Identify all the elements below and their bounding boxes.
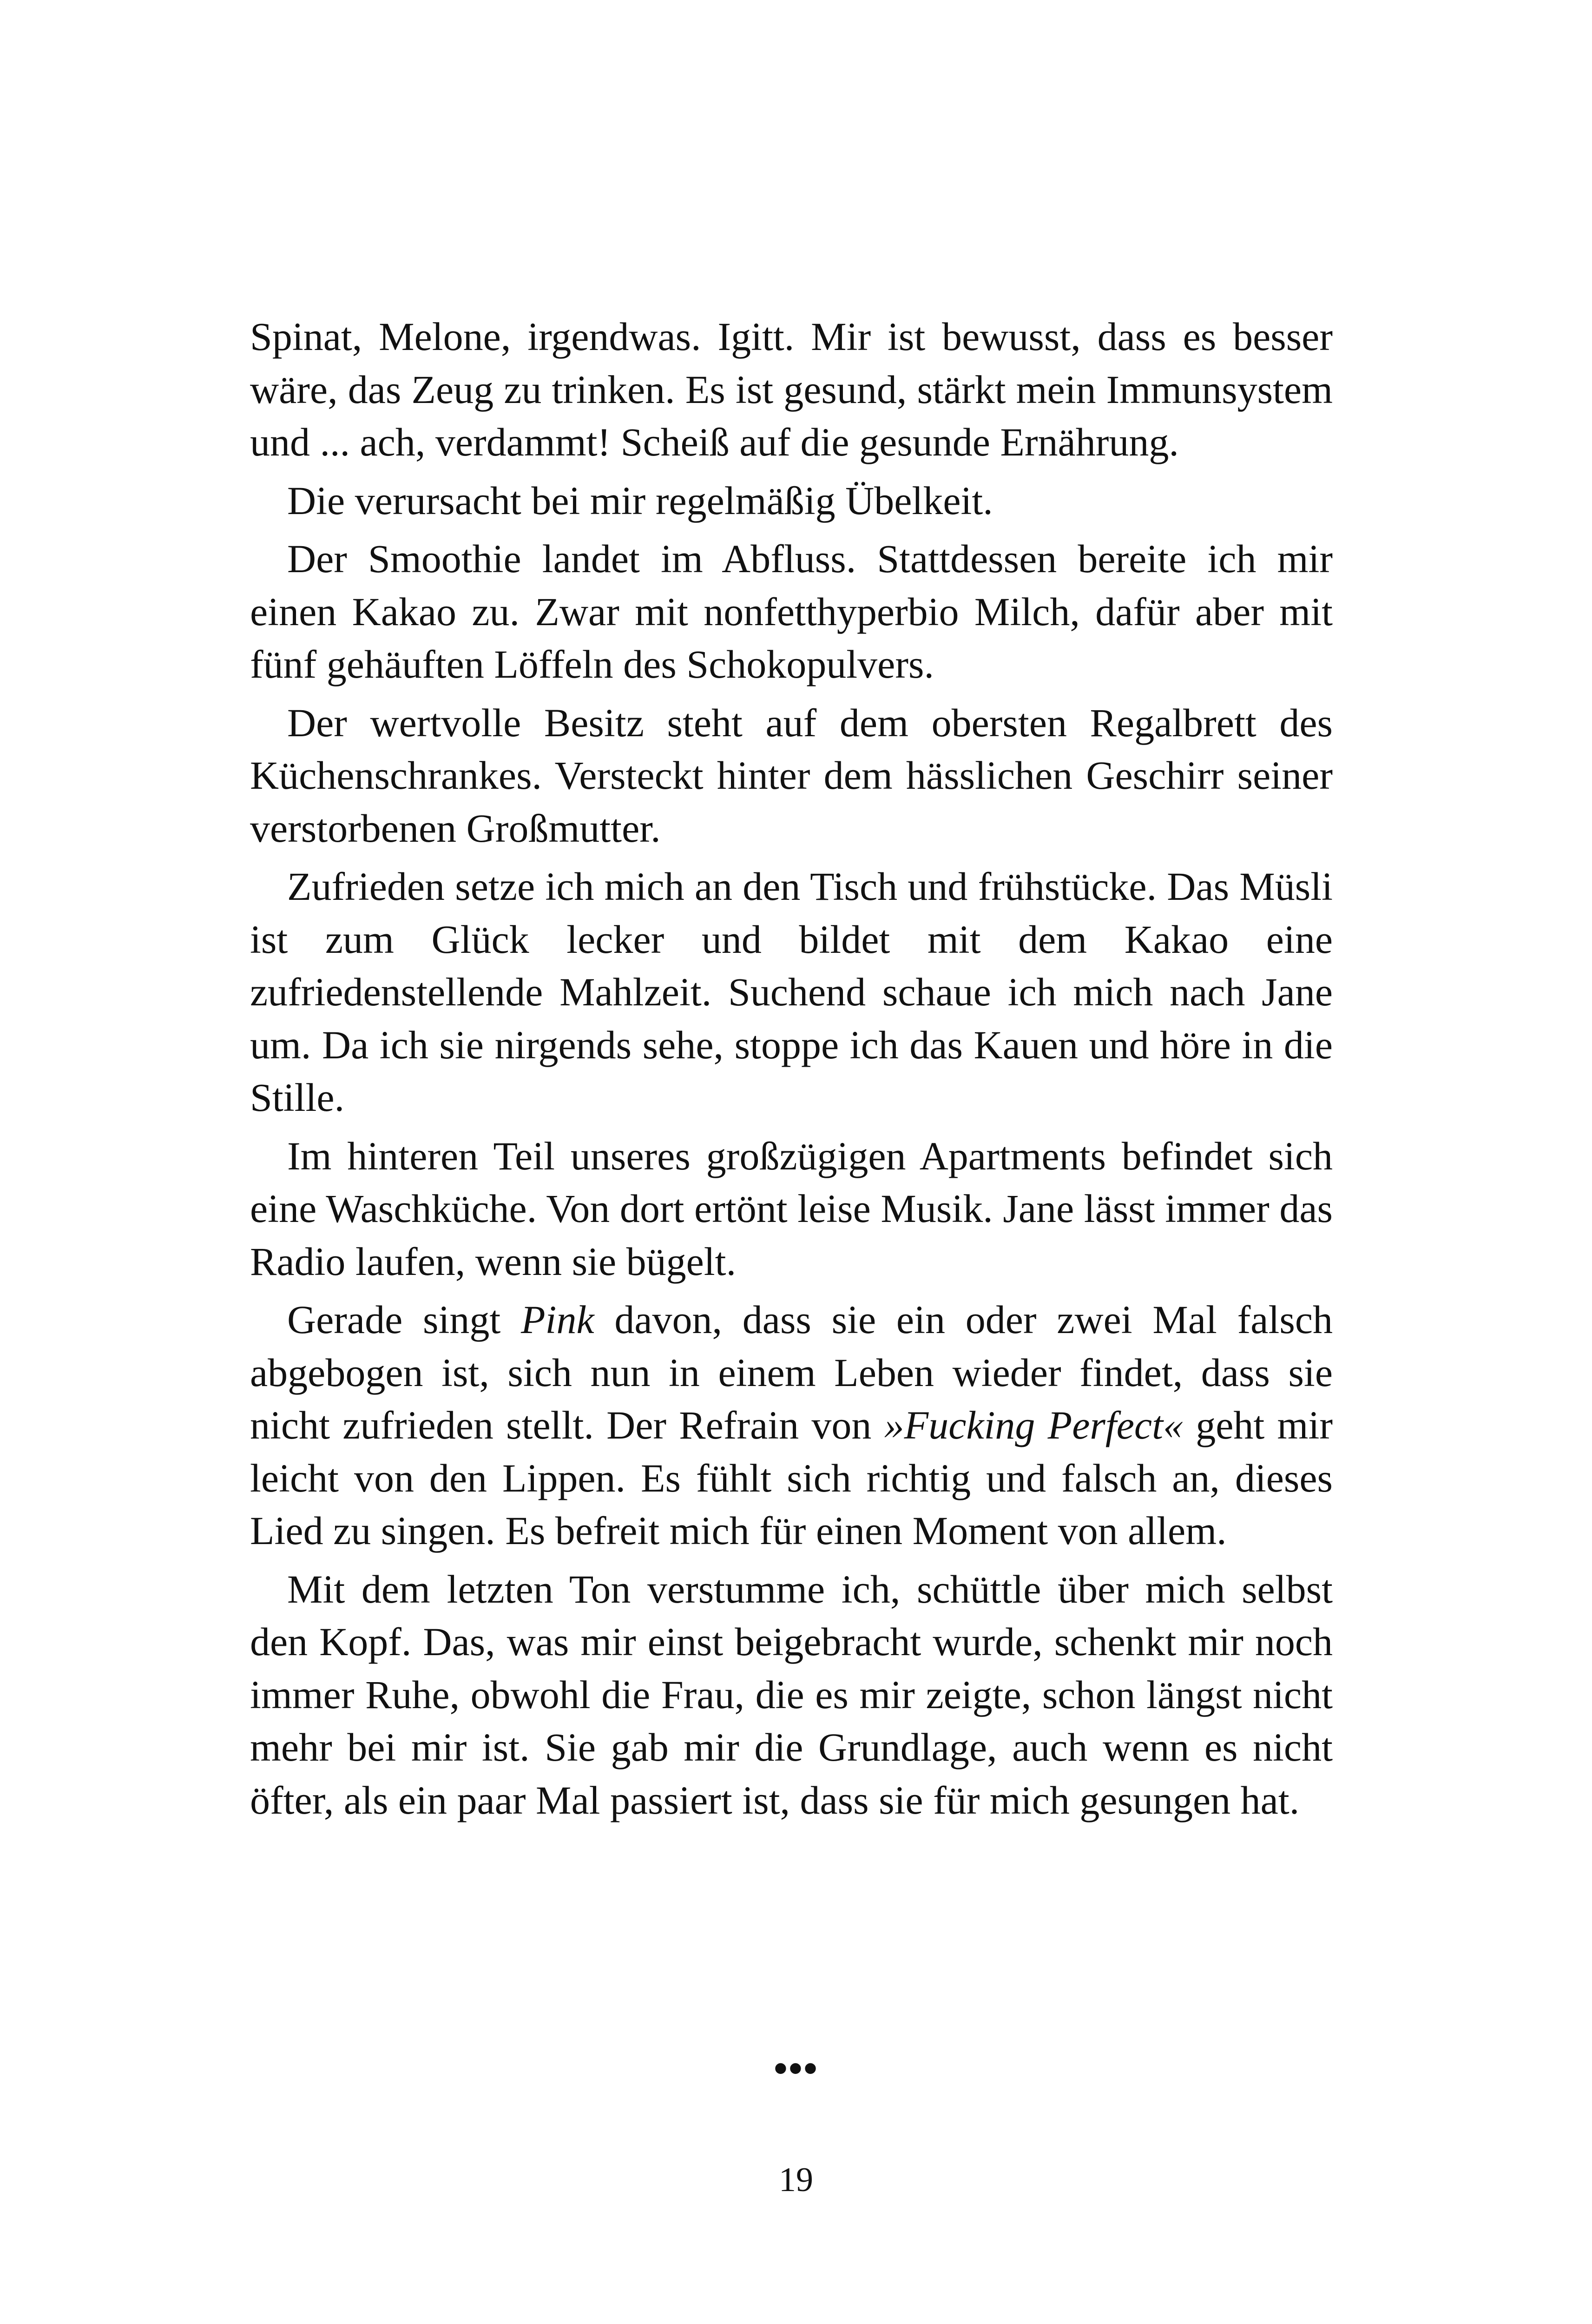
italic-text: »Fucking Perfect« (884, 1403, 1183, 1447)
italic-text: Pink (521, 1297, 594, 1342)
body-text (250, 310, 1333, 1832)
text-run: Im hinteren Teil unseres großzügigen Apartments befindet sich eine Waschküche. Von dort ertönt leise Musik. Jane lässt immer das Radio laufen, wenn sie bügelt. (250, 1133, 1333, 1284)
text-run: Spinat, Melone, irgendwas. Igitt. Mir ist bewusst, dass es besser wäre, das Zeug zu trinken. Es ist gesund, stärkt mein Immunsystem und ... ach, verdammt! Scheiß auf die gesunde Ernährung. (250, 314, 1333, 464)
text-run: Der Smoothie landet im Abfluss. Stattdessen bereite ich mir einen Kakao zu. Zwar mit nonfetthyperbio Milch, dafür aber mit fünf gehäuften Löffeln des Schokopulvers. (250, 536, 1333, 687)
text-run: Gerade singt (287, 1297, 521, 1342)
text-run: Zufrieden setze ich mich an den Tisch und frühstücke. Das Müsli ist zum Glück lecker und bildet mit dem Kakao eine zufriedenstellende Mahlzeit. Suchend schaue ich mich nach Jane um. Da ich sie nirgends sehe, stoppe ich das Kauen und höre in die Stille. (250, 864, 1333, 1120)
paragraph (250, 1563, 1333, 1827)
paragraph (250, 475, 1333, 528)
paragraph (250, 860, 1333, 1124)
page-number: 19 (779, 2161, 813, 2199)
text-run: Die verursacht bei mir regelmäßig Übelkeit. (287, 478, 993, 523)
scene-break: ••• (773, 2046, 819, 2091)
paragraph (250, 1130, 1333, 1288)
text-run: davon, dass sie ein oder zwei Mal falsch abgebogen ist, sich nun in einem Leben wieder findet, dass sie nicht zufrieden stellt. Der Refrain von (250, 1297, 1333, 1447)
paragraph (250, 310, 1333, 469)
paragraph (250, 697, 1333, 855)
text-run: Der wertvolle Besitz steht auf dem obersten Regalbrett des Küchenschrankes. Versteckt hinter dem hässlichen Geschirr seiner verstorbenen Großmutter. (250, 700, 1333, 851)
text-run: Mit dem letzten Ton verstumme ich, schüttle über mich selbst den Kopf. Das, was mir einst beigebracht wurde, schenkt mir noch immer Ruhe, obwohl die Frau, die es mir zeigte, schon längst nicht mehr bei mir ist. Sie gab mir die Grundlage, auch wenn es nicht öfter, als ein paar Mal passiert ist, dass sie für mich gesungen hat. (250, 1566, 1333, 1822)
paragraph (250, 1294, 1333, 1558)
text-run: geht mir leicht von den Lippen. Es fühlt sich richtig und falsch an, dieses Lied zu singen. Es befreit mich für einen Moment von allem. (250, 1403, 1333, 1553)
paragraph (250, 533, 1333, 691)
